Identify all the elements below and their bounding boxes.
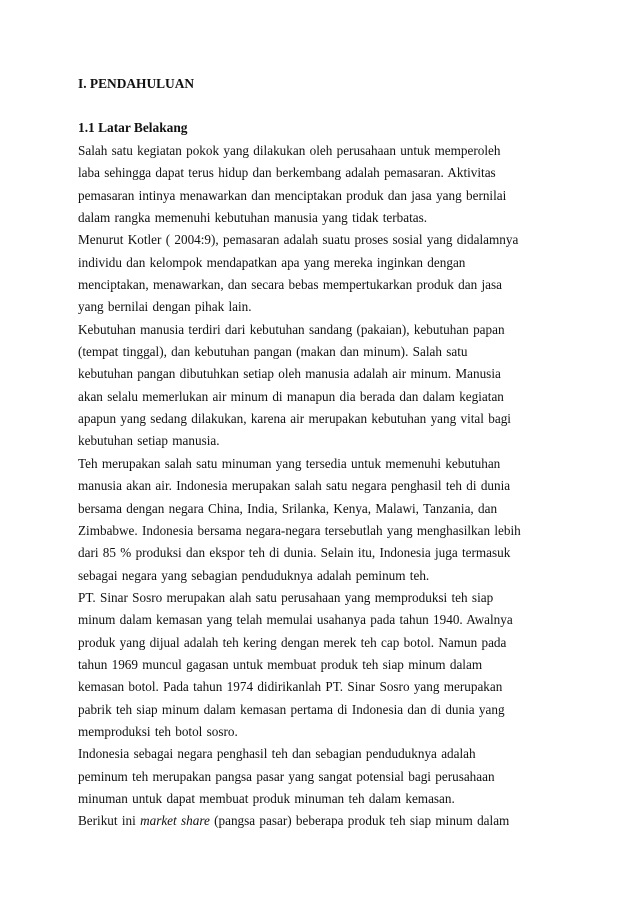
text-line: Indonesia sebagai negara penghasil teh dan sebagian penduduknya adalah xyxy=(78,746,476,762)
text-line: pemasaran intinya menawarkan dan menciptakan produk dan jasa yang bernilai xyxy=(78,187,507,203)
text-line: menciptakan, menawarkan, dan secara bebas mempertukarkan produk dan jasa xyxy=(78,277,502,293)
text-line: memproduksi teh botol sosro. xyxy=(78,723,238,739)
text-line: Menurut Kotler ( 2004:9), pemasaran adalah suatu proses sosial yang didalamnya xyxy=(78,232,519,248)
text-line: Kebutuhan manusia terdiri dari kebutuhan sandang (pakaian), kebutuhan papan xyxy=(78,321,505,337)
text-line: manusia akan air. Indonesia merupakan salah satu negara penghasil teh di dunia xyxy=(78,478,511,494)
text-line: bersama dengan negara China, India, Srilanka, Kenya, Malawi, Tanzania, dan xyxy=(78,500,498,516)
text-line: minuman untuk dapat membuat produk minuman teh dalam kemasan. xyxy=(78,790,455,806)
chapter-title: I. PENDAHULUAN xyxy=(78,76,195,91)
text-line: dari 85 % produksi dan ekspor teh di dunia. Selain itu, Indonesia juga termasuk xyxy=(78,545,511,561)
text-line: tahun 1969 muncul gagasan untuk membuat produk teh siap minum dalam xyxy=(78,656,483,672)
text-line: Salah satu kegiatan pokok yang dilakukan oleh perusahaan untuk memperoleh xyxy=(78,143,501,158)
text-line: yang bernilai dengan pihak lain. xyxy=(78,299,252,315)
text-line: peminum teh merupakan pangsa pasar yang sangat potensial bagi perusahaan xyxy=(78,768,495,784)
text-line: PT. Sinar Sosro merupakan alah satu perusahaan yang memproduksi teh siap xyxy=(78,589,494,605)
text-line: kebutuhan setiap manusia. xyxy=(78,433,220,449)
text-line: individu dan kelompok mendapatkan apa yang mereka inginkan dengan xyxy=(78,254,466,270)
text-line: sebagai negara yang sebagian penduduknya adalah peminum teh. xyxy=(78,567,430,583)
text-line: laba sehingga dapat terus hidup dan berkembang adalah pemasaran. Aktivitas xyxy=(78,165,496,181)
text-line: (tempat tinggal), dan kebutuhan pangan (makan dan minum). Salah satu xyxy=(78,344,468,360)
text-line: minum dalam kemasan yang telah memulai usahanya pada tahun 1940. Awalnya xyxy=(78,612,513,628)
last-line-after: (pangsa pasar) beberapa produk teh siap minum dalam xyxy=(209,813,510,829)
text-line: produk yang dijual adalah teh kering dengan merek teh cap botol. Namun pada xyxy=(78,634,507,650)
text-line: dalam rangka memenuhi kebutuhan manusia yang tidak terbatas. xyxy=(78,210,428,226)
text-line: pabrik teh siap minum dalam kemasan pertama di Indonesia dan di dunia yang xyxy=(78,701,505,717)
section-title: 1.1 Latar Belakang xyxy=(78,120,188,135)
text-line: apapun yang sedang dilakukan, karena air merupakan kebutuhan yang vital bagi xyxy=(78,411,511,427)
text-line-last xyxy=(78,810,578,832)
body-text xyxy=(78,140,578,833)
text-line: Teh merupakan salah satu minuman yang tersedia untuk memenuhi kebutuhan xyxy=(78,455,501,471)
last-line-before: Berikut ini xyxy=(78,813,141,829)
text-line: kebutuhan pangan dibutuhkan setiap oleh manusia adalah air minum. Manusia xyxy=(78,366,501,382)
text-line: kemasan botol. Pada tahun 1974 didirikanlah PT. Sinar Sosro yang merupakan xyxy=(78,679,503,695)
text-line: Zimbabwe. Indonesia bersama negara-negara tersebutlah yang menghasilkan lebih xyxy=(78,522,521,538)
market-share-term: market share xyxy=(140,813,210,829)
text-line: akan selalu memerlukan air minum di manapun dia berada dan dalam kegiatan xyxy=(78,388,504,404)
